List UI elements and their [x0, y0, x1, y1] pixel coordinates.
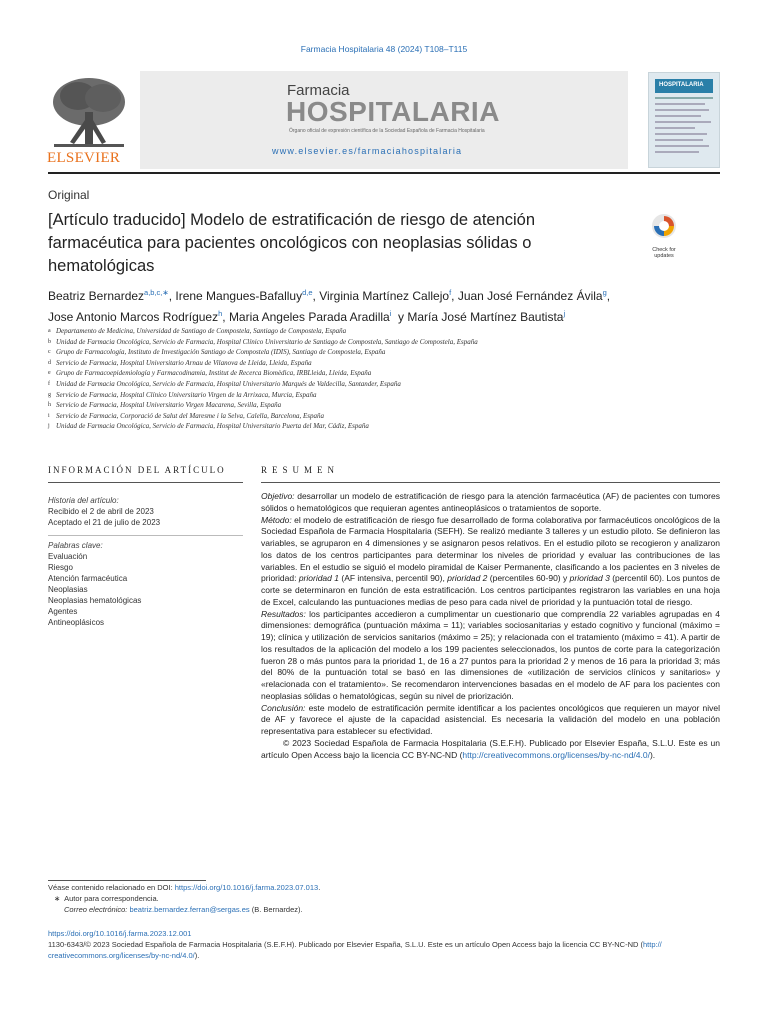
journal-url-link[interactable]: www.elsevier.es/farmaciahospitalaria — [272, 146, 463, 156]
check-updates-icon — [646, 212, 682, 242]
affiliation-item: d Servicio de Farmacia, Hospital Universitario Arnau de Vilanova de Lleida, Lleida, España — [48, 358, 312, 367]
author-affiliation-marker[interactable]: a,b,c,∗ — [144, 288, 169, 297]
keyword: Atención farmacéutica — [48, 574, 128, 583]
author-affiliation-marker[interactable]: i — [389, 309, 392, 318]
footnote-rule — [48, 880, 206, 881]
abstract-results: Resultados: los participantes accedieron a cumplimentar un cuestionario que comprendía 22 variables agrupadas en 4 dimensiones: demográfica (puntuación máxima = 11); variables sociosanitarias y estado cognitivo y funcional (máximo = 19); clínica y utilización de servicios sanitarios (máximo = 25); y relacionada con el tratamiento (máximo = 41). A partir de los resultados de la aplicación del modelo a los 199 pacientes seleccionados, los puntos de corte para la categorización fueron 28 o más puntos para la prioridad 1, de 16 a 27 puntos para la prioridad 2 y menos de 16 para la prioridad 3; más del 80% de la puntuación total se basó en las dimensiones de «utilización de servicios clínicos y sanitarios» y «relacionada con el tratamiento». Se recomendaron intervenciones basadas en el modelo de AF para los pacientes con neoplasias sólidas o hematológicas, según su nivel de priorización. — [261, 608, 720, 701]
author-name: Juan José Fernández Ávila — [457, 289, 603, 303]
info-divider — [48, 535, 243, 536]
author-name: Irene Mangues-Bafalluy — [175, 289, 303, 303]
author-name: Maria Angeles Parada Aradilla — [228, 310, 390, 324]
check-updates-label: Check for updates — [652, 247, 676, 259]
keyword: Neoplasias hematológicas — [48, 596, 142, 605]
author-name: Jose Antonio Marcos Rodríguez — [48, 310, 219, 324]
author-name: Virginia Martínez Callejo — [319, 289, 450, 303]
affiliation-item: g Servicio de Farmacia, Hospital Clínico Universitario Virgen de la Arrixaca, Murcia, España — [48, 390, 317, 399]
abstract-heading: RESUMEN — [261, 465, 340, 475]
journal-brand-small: Farmacia — [287, 82, 350, 99]
accepted-date: Aceptado el 21 de julio de 2023 — [48, 518, 161, 527]
related-content-note: Véase contenido relacionado en DOI: https://doi.org/10.1016/j.farma.2023.07.013. — [48, 883, 321, 892]
author-affiliation-marker[interactable]: g — [602, 288, 607, 297]
header-rule — [48, 172, 720, 174]
author-name: María José Martínez Bautista — [407, 310, 564, 324]
article-title: [Artículo traducido] Modelo de estratificación de riesgo de atención farmacéutica para pacientes oncológicos con neoplasias sólidas o hematológicas — [48, 211, 536, 275]
journal-brand-title: HOSPITALARIA — [286, 96, 500, 127]
author-name: Beatriz Bernardez — [48, 289, 145, 303]
article-doi-link[interactable]: https://doi.org/10.1016/j.farma.2023.12.001 — [48, 929, 192, 938]
elsevier-wordmark: ELSEVIER — [47, 150, 121, 166]
issn-copyright: 1130-6343/© 2023 Sociedad Española de Farmacia Hospitalaria (S.E.F.H). Publicado por Elsevier España, S.L.U. Este es un artículo Open Access bajo la licencia CC BY-NC-ND (http:// creativecommons.org/licenses/by-nc-nd/4.0/). — [48, 940, 662, 960]
author-affiliation-marker[interactable]: f — [449, 288, 452, 297]
email-note: Correo electrónico: beatriz.bernardez.ferran@sergas.es (B. Bernardez). — [64, 905, 303, 914]
keyword: Antineoplásicos — [48, 618, 105, 627]
check-for-updates-button[interactable] — [646, 212, 682, 259]
article-info — [48, 495, 243, 628]
author-affiliation-marker[interactable]: j — [563, 309, 566, 318]
affiliation-item: h Servicio de Farmacia, Hospital Universitario Virgen Macarena, Sevilla, España — [48, 401, 282, 410]
journal-tagline: Órgano oficial de expresión científica de la Sociedad Española de Farmacia Hospitalaria — [289, 128, 485, 134]
abstract-method: Método: el modelo de estratificación de riesgo fue desarrollado de forma colaborativa por farmacéuticos oncológicos de la Sociedad Española de Farmacia Hospitalaria (SEFH). Se realizó mediante 3 talleres y un estudio piloto. Se definieron las variables, se agruparon en 4 dimensiones y se asignaron pesos relativos. En el estudio piloto se recogieron y analizaron los datos de los centros participantes para determinar los niveles de prioridad y evaluar las contribuciones de las variables. En el estudio se siguió el modelo piramidal de Kaiser Permanente, clasificando a los pacientes en 3 niveles de prioridad: prioridad 1 (AF intensiva, percentil 90), prioridad 2 (percentiles 60-90) y prioridad 3 (percentil 60). Los puntos de corte se determinaron en función de esta estratificación. Los centros participantes registraron las variables en una hoja de Excel, calculando las puntuaciones medias de peso para cada nivel de prioridad y la puntuación total de riesgo. — [261, 514, 720, 607]
affiliation-item: b Unidad de Farmacia Oncológica, Servicio de Farmacia, Hospital Clínico Universitario de Santiago de Compostela, Santiago de Compostela, España — [48, 337, 478, 346]
affiliation-item: e Grupo de Farmacoepidemiología y Farmacodinamia, Institut de Recerca Biomèdica, IRBLleida, Lleida, España — [48, 369, 372, 378]
history-label: Historia del artículo: — [48, 496, 119, 505]
author-list: Beatriz Bernardez$^{a,b,c,∗}$, Irene Mangues-Bafalluy$^{d,e}$, Virginia Martínez Callejo$^f$, Juan José Fernández Ávila$^g$, Jose Antonio Marcos Rodríguez$^h$, Maria Angeles Parada Aradilla$^i$ y María José Martínez Bautista$^j$ — [48, 288, 611, 324]
abstract-copyright: © 2023 Sociedad Española de Farmacia Hospitalaria (S.E.F.H). Publicado por Elsevier España, S.L.U. Este es un artículo Open Access bajo la licencia CC BY-NC-ND (http://creativecommons.org/licenses/by-nc-nd/4.0/). — [261, 737, 720, 760]
keywords-label: Palabras clave: — [48, 541, 103, 550]
affiliation-item: a Departamento de Medicina, Universidad de Santiago de Compostela, Santiago de Compostela, España — [48, 327, 347, 335]
author-affiliation-marker[interactable]: d,e — [302, 288, 313, 297]
abstract-rule — [261, 482, 720, 483]
keyword: Evaluación — [48, 552, 88, 561]
footnotes — [48, 882, 728, 915]
keyword: Neoplasias — [48, 585, 88, 594]
abstract-body — [261, 491, 720, 761]
journal-reference[interactable]: Farmacia Hospitalaria 48 (2024) T108–T115 — [300, 44, 468, 54]
received-date: Recibido el 2 de abril de 2023 — [48, 507, 154, 516]
affiliation-item: c Grupo de Farmacología, Instituto de Investigación Santiago de Compostela (IDIS), Santiago de Compostela, España — [48, 348, 386, 357]
journal-cover-thumbnail[interactable] — [648, 72, 720, 168]
correspondence-note: ∗ Autor para correspondencia. — [54, 894, 159, 903]
article-info-rule — [48, 482, 243, 483]
article-info-heading: INFORMACIÓN DEL ARTÍCULO — [48, 465, 226, 475]
issn-license-link-cont[interactable]: creativecommons.org/licenses/by-nc-nd/4.0/ — [48, 951, 195, 960]
issn-license-link[interactable]: http:// — [643, 940, 662, 949]
affiliation-item: j Unidad de Farmacia Oncológica, Servicio de Farmacia, Hospital Universitario Puerta del Mar, Cádiz, España — [48, 422, 369, 431]
affiliation-list — [48, 326, 728, 432]
keyword: Agentes — [48, 607, 78, 616]
cover-title: HOSPITALARIA — [659, 82, 704, 88]
keyword: Riesgo — [48, 563, 73, 572]
article-identifiers — [48, 928, 728, 961]
affiliation-item: i Servicio de Farmacia, Corporació de Salut del Maresme i la Selva, Calella, Barcelona, España — [48, 411, 324, 420]
email-link[interactable]: beatriz.bernardez.ferran@sergas.es — [129, 905, 250, 914]
abstract-objective: Objetivo: desarrollar un modelo de estratificación de riesgo para la atención farmacéutica (AF) de pacientes con tumores sólidos o hematológicos que requieran agentes antineoplásicos o tratamientos de soporte. — [261, 491, 720, 513]
abstract-conclusion: Conclusión: este modelo de estratificación permite identificar a los pacientes oncológicos que requieren un mayor nivel de AF y favorece el ajuste de la capacidad asistencial. Es necesaria la validación del modelo en una población representativa para establecer su efectividad. — [261, 702, 720, 736]
author-affiliation-marker[interactable]: h — [218, 309, 223, 318]
article-type: Original — [48, 188, 90, 202]
affiliation-item: f Unidad de Farmacia Oncológica, Servicio de Farmacia, Hospital Universitario Marqués de Valdecilla, Santander, España — [48, 379, 401, 388]
related-doi-link[interactable]: https://doi.org/10.1016/j.farma.2023.07.013 — [174, 883, 319, 892]
license-link[interactable]: http://creativecommons.org/licenses/by-nc-nd/4.0/ — [462, 749, 650, 760]
